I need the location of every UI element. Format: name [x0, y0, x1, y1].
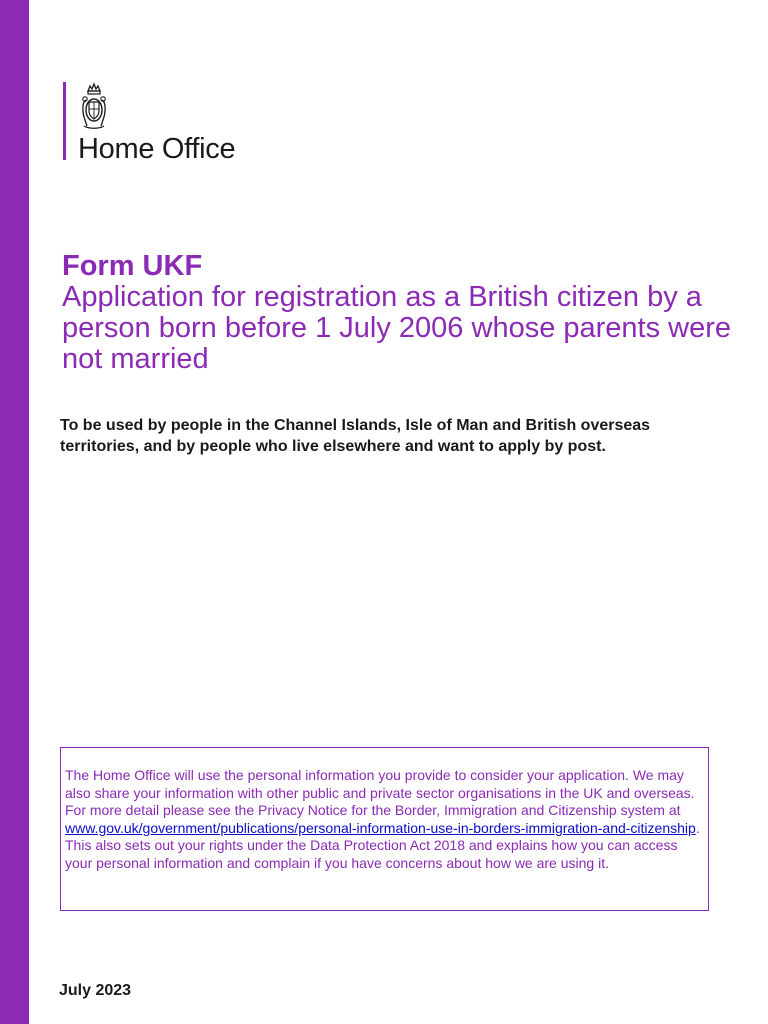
- publication-date: July 2023: [59, 982, 132, 999]
- privacy-text-before: The Home Office will use the personal information you provide to consider your application. We may also share your information with other public and private sector organisations in the UK and overseas. For more detail please see the Privacy Notice for the Border, Immigration and Citizenship system at: [65, 767, 695, 819]
- royal-coat-of-arms-icon: [79, 82, 109, 132]
- privacy-notice-text: [65, 767, 700, 873]
- org-name: Home Office: [78, 133, 236, 165]
- logo-rule: [63, 82, 66, 160]
- privacy-text-after: . This also sets out your rights under the Data Protection Act 2018 and explains how you can access your personal information and complain if you have concerns about how we are using it.: [65, 819, 700, 871]
- privacy-notice-link[interactable]: www.gov.uk/government/publications/personal-information-use-in-borders-immigration-and-citizenship: [65, 819, 696, 836]
- form-code: Form UKF: [62, 250, 203, 282]
- side-color-bar: [0, 0, 29, 1024]
- privacy-notice-box: [60, 747, 709, 911]
- usage-note: To be used by people in the Channel Islands, Isle of Man and British overseas territories, and by people who live elsewhere and want to apply by post.: [60, 417, 651, 455]
- form-title: Application for registration as a British citizen by a person born before 1 July 2006 whose parents were not married: [62, 281, 732, 375]
